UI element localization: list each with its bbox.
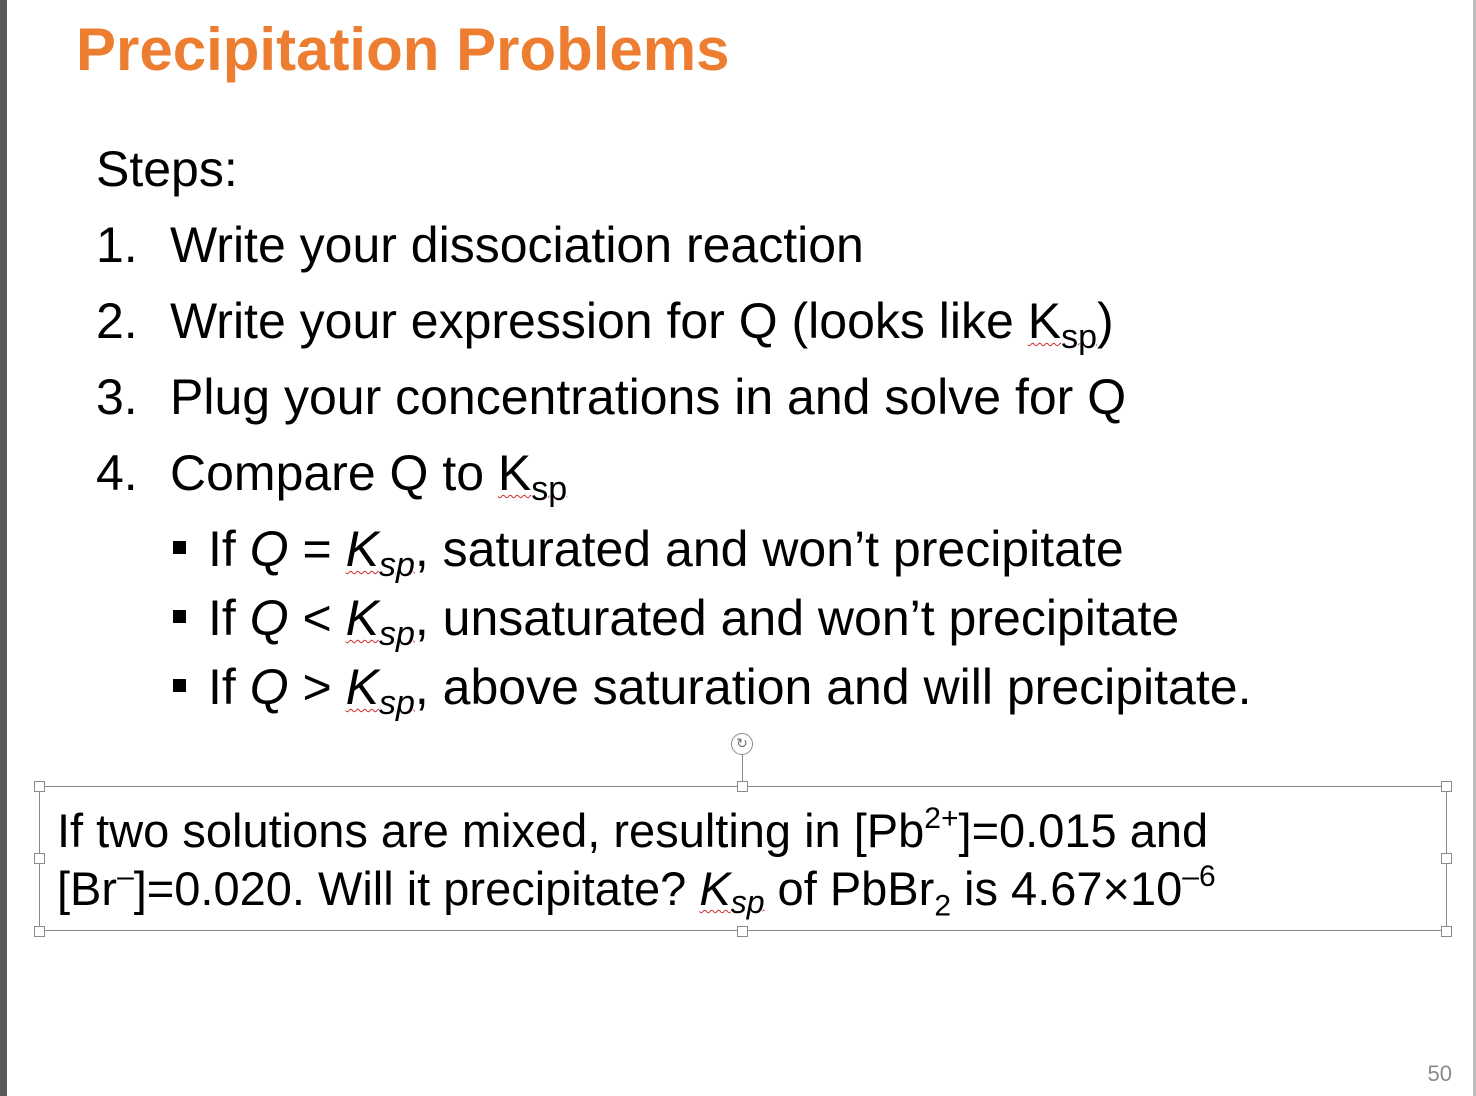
resize-handle-middle-right[interactable] <box>1441 853 1452 864</box>
steps-list <box>96 216 1396 508</box>
resize-handle-bottom-center[interactable] <box>737 926 748 937</box>
rotate-handle-icon[interactable]: ↻ <box>731 733 753 755</box>
condition-item-equal: If $Q = K_{sp}$, saturated and won’t precipitate <box>96 520 1396 578</box>
question-line-2: [Br–]=0.020. Will it precipitate? Ksp of PbBr$_2$ is $4.67\times 10^{-6}$ <box>57 860 1216 923</box>
slide-body-text[interactable] <box>96 140 1396 727</box>
ksp-spellcheck-word[interactable]: $K_{sp}$ <box>345 659 415 722</box>
step-text: Plug your concentrations in and solve for Q <box>170 369 1127 425</box>
square-bullet-icon <box>173 610 186 623</box>
ksp-spellcheck-word[interactable]: $K_{sp}$ <box>497 445 568 508</box>
question-text[interactable] <box>57 802 1216 923</box>
ksp-spellcheck-word[interactable]: $K_{sp}$ <box>1027 293 1097 356</box>
ksp-spellcheck-word[interactable]: $K_{sp}$ <box>345 521 415 584</box>
question-line-1: If two solutions are mixed, resulting in $[Pb^{2+}]=0.015$ and <box>57 802 1209 857</box>
step-number: 4. <box>96 445 138 501</box>
resize-handle-middle-left[interactable] <box>34 853 45 864</box>
conditions-list <box>96 520 1396 722</box>
step-item-2: 2. Write your expression for Q (looks like $K_{sp}$) <box>96 293 1114 356</box>
slide-title[interactable]: Precipitation Problems <box>76 16 730 83</box>
step-text: Write your dissociation reaction <box>170 217 864 273</box>
step-number: 3. <box>96 369 138 425</box>
steps-label: Steps: <box>96 141 238 197</box>
resize-handle-top-center[interactable] <box>737 781 748 792</box>
ksp-spellcheck-word[interactable]: $K_{sp}$ <box>345 590 415 653</box>
window-edge-left <box>0 0 7 1096</box>
ksp-spellcheck-word[interactable]: Ksp <box>699 862 765 920</box>
square-bullet-icon <box>173 679 186 692</box>
step-item-4 <box>96 444 1396 508</box>
slide-page-number: 50 <box>1427 1061 1452 1086</box>
step-number: 1. <box>96 217 138 273</box>
condition-item-greater: If $Q > K_{sp}$, above saturation and will precipitate. <box>96 658 1396 716</box>
square-bullet-icon <box>173 541 186 554</box>
step-text: Compare Q to <box>170 445 498 501</box>
resize-handle-bottom-left[interactable] <box>34 926 45 937</box>
step-item-3 <box>96 368 1396 426</box>
resize-handle-top-left[interactable] <box>34 781 45 792</box>
step-item-1 <box>96 216 1396 274</box>
resize-handle-bottom-right[interactable] <box>1441 926 1452 937</box>
condition-item-less: If $Q < K_{sp}$, unsaturated and won’t precipitate <box>96 589 1396 647</box>
step-number: 2. <box>96 293 138 349</box>
step-text: Write your expression for Q (looks like <box>170 293 1028 349</box>
resize-handle-top-right[interactable] <box>1441 781 1452 792</box>
